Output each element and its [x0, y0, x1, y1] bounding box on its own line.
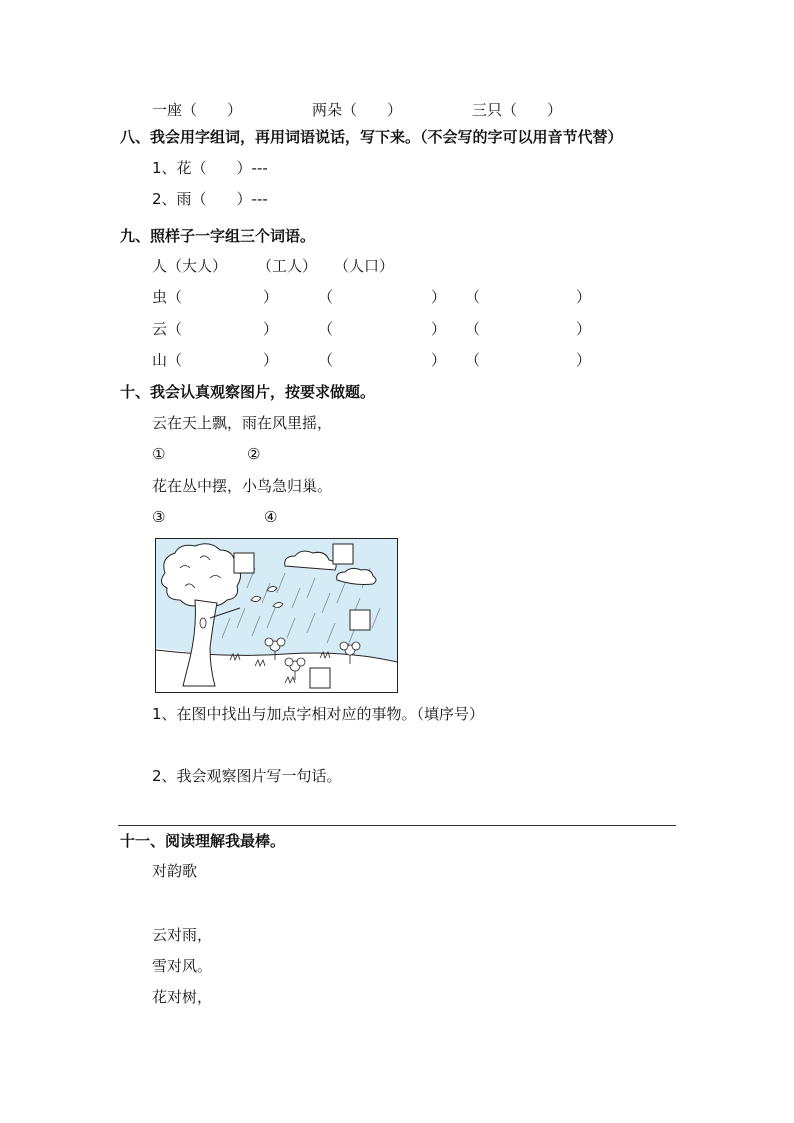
q9-row-char: 虫（: [152, 288, 183, 306]
q9-row-char: 云（: [152, 320, 183, 338]
q10-mark-1: ①: [152, 445, 166, 463]
q10-mark-3: ③: [152, 508, 166, 526]
q9-row-close2: ）: [431, 320, 447, 338]
q11-title: 对韵歌: [152, 862, 198, 880]
q8-line-1: 1、花（ ）---: [152, 159, 268, 177]
q9-row-char: 山（: [152, 351, 183, 369]
q8-heading: 八、我会用字组词，再用词语说话，写下来。（不会写的字可以用音节代替）: [120, 128, 623, 146]
q10-mark-2: ②: [247, 445, 261, 463]
scene-picture: [155, 538, 398, 693]
q9-row-close: ）: [263, 320, 279, 338]
answer-box-1: [234, 553, 254, 573]
q10-sentence-2: 花在丛中摆，小鸟急归巢。: [152, 477, 333, 495]
q9-heading: 九、照样子一字组三个词语。: [120, 227, 316, 245]
q7-item-3: 三只（ ）: [472, 101, 563, 119]
q11-heading: 十一、阅读理解我最棒。: [120, 832, 286, 850]
q9-row-open2: （: [318, 288, 334, 306]
q9-row-open2: （: [318, 351, 334, 369]
q10-mark-4: ④: [264, 508, 278, 526]
q9-row-close3: ）: [576, 320, 592, 338]
q10-sentence-1: 云在天上飘，雨在风里摇，: [152, 414, 333, 432]
answer-box-2: [333, 544, 353, 564]
q9-row-close2: ）: [431, 288, 447, 306]
q10-task-2: 2、我会观察图片写一句话。: [152, 767, 342, 785]
q10-task-1: 1、在图中找出与加点字相对应的事物。（填序号）: [152, 705, 485, 723]
q9-row-close3: ）: [576, 351, 592, 369]
q9-row-close: ）: [263, 288, 279, 306]
answer-box-3: [350, 610, 370, 630]
q9-row-open3: （: [465, 320, 481, 338]
q9-row-close3: ）: [576, 288, 592, 306]
q9-row-close: ）: [263, 351, 279, 369]
answer-box-4: [310, 668, 330, 688]
q9-row-open3: （: [465, 288, 481, 306]
q7-item-1: 一座（ ）: [152, 101, 243, 119]
answer-line: [118, 825, 676, 826]
q9-example-3: （人口）: [334, 257, 395, 275]
q7-item-2: 两朵（ ）: [312, 101, 403, 119]
q11-line-2: 雪对风。: [152, 957, 213, 975]
q9-row-open2: （: [318, 320, 334, 338]
q9-example-2: （工人）: [257, 257, 318, 275]
q9-row-open3: （: [465, 351, 481, 369]
q10-heading: 十、我会认真观察图片，按要求做题。: [120, 383, 376, 401]
q8-line-2: 2、雨（ ）---: [152, 190, 268, 208]
q9-row-close2: ）: [431, 351, 447, 369]
q11-line-1: 云对雨，: [152, 926, 213, 944]
q11-line-3: 花对树，: [152, 988, 213, 1006]
q9-example-1: 人（大人）: [152, 257, 228, 275]
